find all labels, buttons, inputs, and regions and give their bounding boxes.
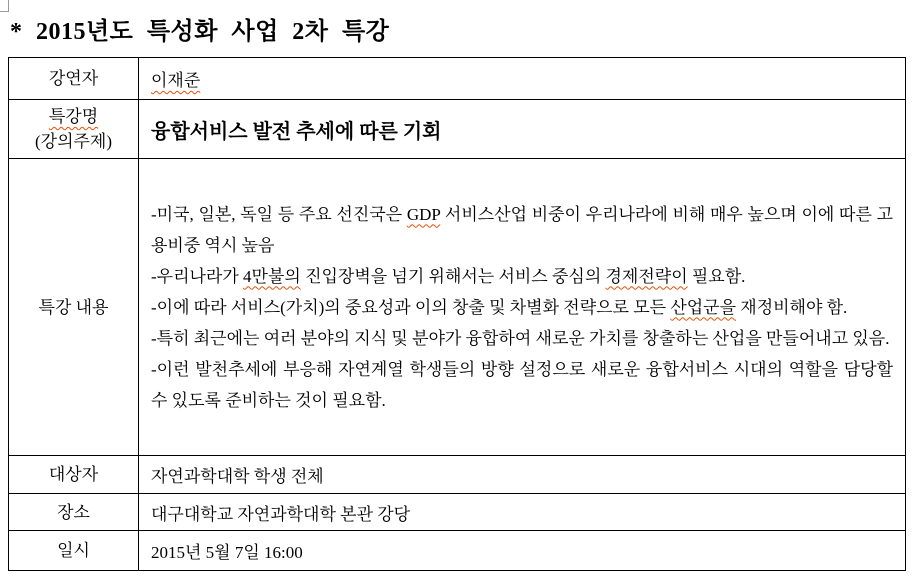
table-row-speaker — [9, 58, 906, 100]
datetime-label: 일시 — [9, 531, 139, 571]
text-segment: -이에 따라 서비스(가치)의 중요성과 이의 창출 및 차별화 전략으로 모든 — [151, 297, 671, 317]
content-paragraph — [151, 292, 893, 323]
table-row-audience — [9, 456, 906, 494]
datetime-value: 2015년 5월 7일 16:00 — [139, 531, 906, 571]
text-segment: -특히 최근에는 여러 분야의 지식 및 분야가 융합하여 새로운 가치를 창출하는 산업을 만들어내고 있음. — [151, 328, 890, 348]
lecture-title-label — [9, 100, 139, 159]
lecture-title-label-line1 — [9, 104, 138, 129]
text-segment: -미국, 일본, 독일 등 주요 선진국은 — [151, 204, 407, 224]
place-value: 대구대학교 자연과학대학 본관 강당 — [139, 494, 906, 531]
document-title: * 2015년도 특성화 사업 2차 특강 — [10, 19, 390, 45]
lecture-title-label-line2: (강의주제) — [34, 132, 112, 151]
misspelled-word: 특강명 — [48, 107, 99, 126]
table-row-content — [9, 159, 906, 456]
lecture-title-value — [139, 100, 906, 159]
content-value — [139, 159, 906, 456]
audience-label: 대상자 — [9, 456, 139, 494]
content-paragraph — [151, 199, 893, 261]
misspelled-word: 경제전략이 — [605, 266, 688, 286]
page-margin-marker — [0, 0, 9, 12]
table-row-place — [9, 494, 906, 531]
misspelled-word: GDP — [406, 204, 441, 224]
misspelled-word: 4만불의 — [243, 266, 301, 286]
text-segment: 재정비해야 함. — [736, 297, 848, 317]
text-segment: 필요함. — [687, 266, 746, 286]
lecture-info-table — [8, 57, 906, 571]
text-segment: 진입장벽을 넘기 위해서는 서비스 중심의 — [300, 266, 606, 286]
content-paragraph — [151, 323, 893, 354]
table-row-datetime — [9, 531, 906, 571]
text-segment: -이런 발천추세에 부응해 자연계열 학생들의 방향 설정으로 새로운 융합서비스 시대의 역할을 담당할 수 있도록 준비하는 것이 필요함. — [151, 359, 893, 410]
audience-value: 자연과학대학 학생 전체 — [139, 456, 906, 494]
lecture-title-text: 융합서비스 발전 추세에 따른 기회 — [151, 120, 442, 143]
table-row-lecture-title — [9, 100, 906, 159]
content-label: 특강 내용 — [9, 159, 139, 456]
speaker-value — [139, 58, 906, 100]
misspelled-word: 산업군을 — [670, 297, 737, 317]
content-paragraph — [151, 261, 893, 292]
content-paragraph — [151, 354, 893, 416]
speaker-label: 강연자 — [9, 58, 139, 100]
text-segment: -우리나라가 — [151, 266, 244, 286]
text-segment: 서비스산업 비중이 우리나라에 비해 매우 높으며 이에 따른 고용비중 역시 높음 — [151, 204, 893, 255]
place-label: 장소 — [9, 494, 139, 531]
misspelled-word: 이재준 — [151, 71, 201, 90]
